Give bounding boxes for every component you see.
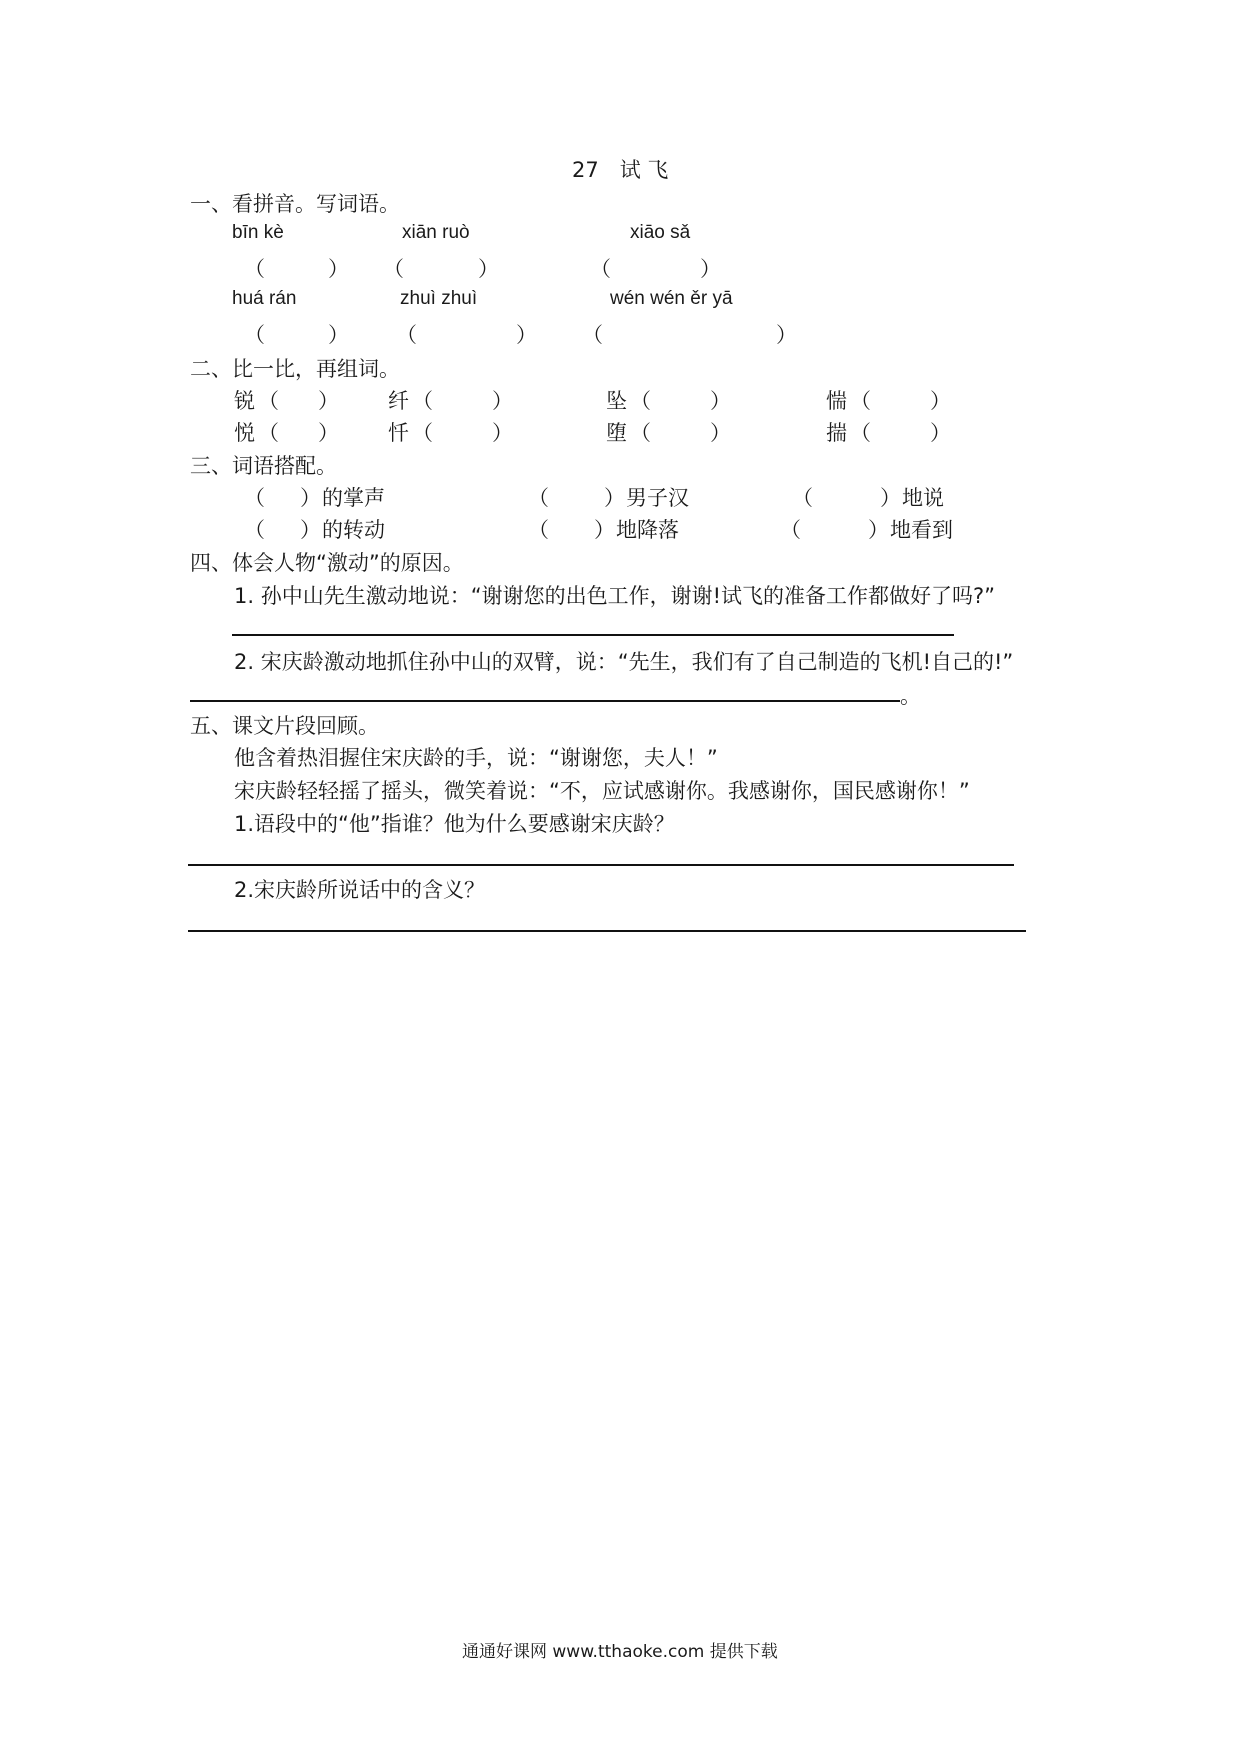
- answer-bracket: （: [528, 518, 549, 542]
- pinyin-4: huá rán: [232, 288, 297, 309]
- answer-bracket: （: [412, 421, 433, 445]
- answer-bracket: （: [590, 257, 611, 281]
- char-4: 惴: [826, 389, 847, 413]
- section-1-heading: 一、看拼音。写词语。: [190, 192, 400, 216]
- question-4-1: 1. 孙中山先生激动地说：“谢谢您的出色工作，谢谢!试飞的准备工作都做好了吗?”: [234, 584, 996, 608]
- answer-bracket: （: [412, 389, 433, 413]
- answer-bracket: （: [528, 486, 549, 510]
- answer-bracket: ）: [604, 486, 625, 510]
- match-3: 地说: [902, 486, 944, 510]
- answer-bracket: ）: [328, 323, 349, 347]
- answer-bracket: （: [630, 421, 651, 445]
- match-5: 地降落: [616, 518, 679, 542]
- answer-bracket: ）: [700, 257, 721, 281]
- answer-bracket: ）: [710, 389, 731, 413]
- question-4-2: 2. 宋庆龄激动地抓住孙中山的双臂，说：“先生，我们有了自己制造的飞机!自己的!”: [234, 650, 1014, 674]
- answer-bracket: ）: [300, 518, 321, 542]
- answer-bracket: ）: [516, 323, 537, 347]
- char-6: 忏: [388, 421, 409, 445]
- char-2: 纤: [388, 389, 409, 413]
- answer-bracket: ）: [594, 518, 615, 542]
- char-8: 揣: [826, 421, 847, 445]
- answer-bracket: （: [244, 257, 265, 281]
- match-1: 的掌声: [322, 486, 385, 510]
- answer-line[interactable]: [190, 700, 900, 702]
- char-7: 堕: [606, 421, 627, 445]
- char-5: 悦: [234, 421, 255, 445]
- answer-bracket: ）: [868, 518, 889, 542]
- passage-line-2: 宋庆龄轻轻摇了摇头，微笑着说：“不，应试感谢你。我感谢你，国民感谢你！”: [234, 779, 970, 803]
- pinyin-2: xiān ruò: [402, 222, 470, 243]
- answer-bracket: （: [582, 323, 603, 347]
- answer-bracket: ）: [880, 486, 901, 510]
- answer-bracket: （: [258, 389, 279, 413]
- answer-line[interactable]: [188, 930, 1026, 932]
- passage-line-1: 他含着热泪握住宋庆龄的手，说：“谢谢您，夫人！”: [234, 746, 718, 770]
- question-5-1: 1.语段中的“他”指谁？他为什么要感谢宋庆龄？: [234, 812, 675, 836]
- footer-text: 通通好课网 www.tthaoke.com 提供下载: [462, 1642, 778, 1662]
- answer-bracket: ）: [328, 257, 349, 281]
- answer-bracket: （: [383, 257, 404, 281]
- char-3: 坠: [606, 389, 627, 413]
- answer-bracket: （: [792, 486, 813, 510]
- answer-line[interactable]: [188, 864, 1014, 866]
- answer-bracket: ）: [492, 421, 513, 445]
- pinyin-6: wén wén ěr yā: [610, 288, 733, 309]
- answer-bracket: ）: [318, 389, 339, 413]
- answer-line[interactable]: [232, 634, 954, 636]
- match-2: 男子汉: [626, 486, 689, 510]
- section-5-heading: 五、课文片段回顾。: [190, 714, 379, 738]
- pinyin-5: zhuì zhuì: [400, 288, 478, 309]
- answer-bracket: （: [850, 421, 871, 445]
- answer-bracket: ）: [478, 257, 499, 281]
- answer-bracket: （: [396, 323, 417, 347]
- answer-bracket: （: [258, 421, 279, 445]
- answer-bracket: ）: [710, 421, 731, 445]
- section-3-heading: 三、词语搭配。: [190, 454, 337, 478]
- answer-bracket: （: [244, 518, 265, 542]
- match-6: 地看到: [890, 518, 953, 542]
- answer-bracket: ）: [492, 389, 513, 413]
- answer-bracket: （: [244, 323, 265, 347]
- page-title: 27 试 飞: [572, 158, 669, 182]
- answer-bracket: ）: [776, 323, 797, 347]
- pinyin-3: xiāo sǎ: [630, 222, 691, 243]
- question-5-2: 2.宋庆龄所说话中的含义？: [234, 878, 486, 902]
- match-4: 的转动: [322, 518, 385, 542]
- answer-bracket: ）: [930, 389, 951, 413]
- answer-bracket: ）: [300, 486, 321, 510]
- answer-bracket: （: [780, 518, 801, 542]
- answer-bracket: （: [630, 389, 651, 413]
- answer-bracket: ）: [318, 421, 339, 445]
- section-4-heading: 四、体会人物“激动”的原因。: [190, 551, 464, 575]
- char-1: 锐: [234, 389, 255, 413]
- period-mark: 。: [900, 684, 921, 708]
- section-2-heading: 二、比一比，再组词。: [190, 357, 400, 381]
- answer-bracket: （: [850, 389, 871, 413]
- answer-bracket: （: [244, 486, 265, 510]
- pinyin-1: bīn kè: [232, 222, 284, 243]
- answer-bracket: ）: [930, 421, 951, 445]
